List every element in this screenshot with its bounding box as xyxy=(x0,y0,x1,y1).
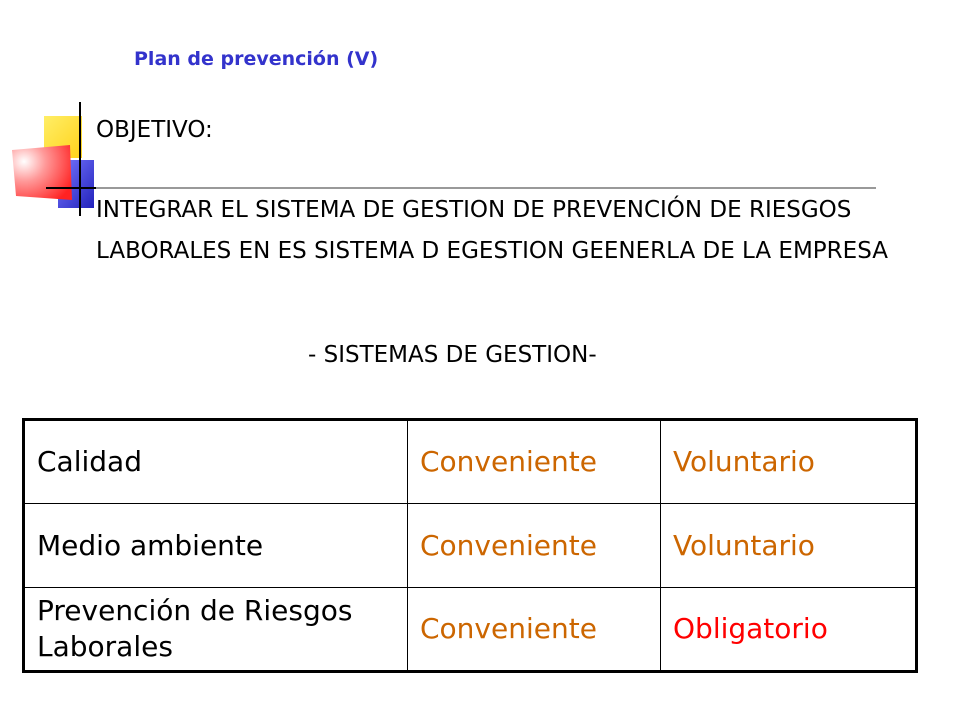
red-square xyxy=(12,145,72,200)
status-cell: Voluntario xyxy=(661,420,917,504)
assessment-cell: Conveniente xyxy=(408,420,661,504)
section-heading: - SISTEMAS DE GESTION- xyxy=(308,342,597,368)
slide-title: Plan de prevención (V) xyxy=(134,48,379,70)
management-systems-table xyxy=(22,418,918,673)
objective-divider xyxy=(96,187,876,189)
status-cell: Voluntario xyxy=(661,504,917,588)
objective-label: OBJETIVO: xyxy=(96,117,213,143)
assessment-cell: Conveniente xyxy=(408,504,661,588)
system-cell: Prevención de Riesgos Laborales xyxy=(24,588,408,672)
table-row xyxy=(24,588,917,672)
system-cell: Medio ambiente xyxy=(24,504,408,588)
assessment-cell: Conveniente xyxy=(408,588,661,672)
status-cell: Obligatorio xyxy=(661,588,917,672)
objective-text: INTEGRAR EL SISTEMA DE GESTION DE PREVENCIÓN DE RIESGOS LABORALES EN ES SISTEMA D EGESTION GEENERLA DE LA EMPRESA xyxy=(96,197,888,264)
table-row xyxy=(24,504,917,588)
system-cell: Calidad xyxy=(24,420,408,504)
table-row xyxy=(24,420,917,504)
